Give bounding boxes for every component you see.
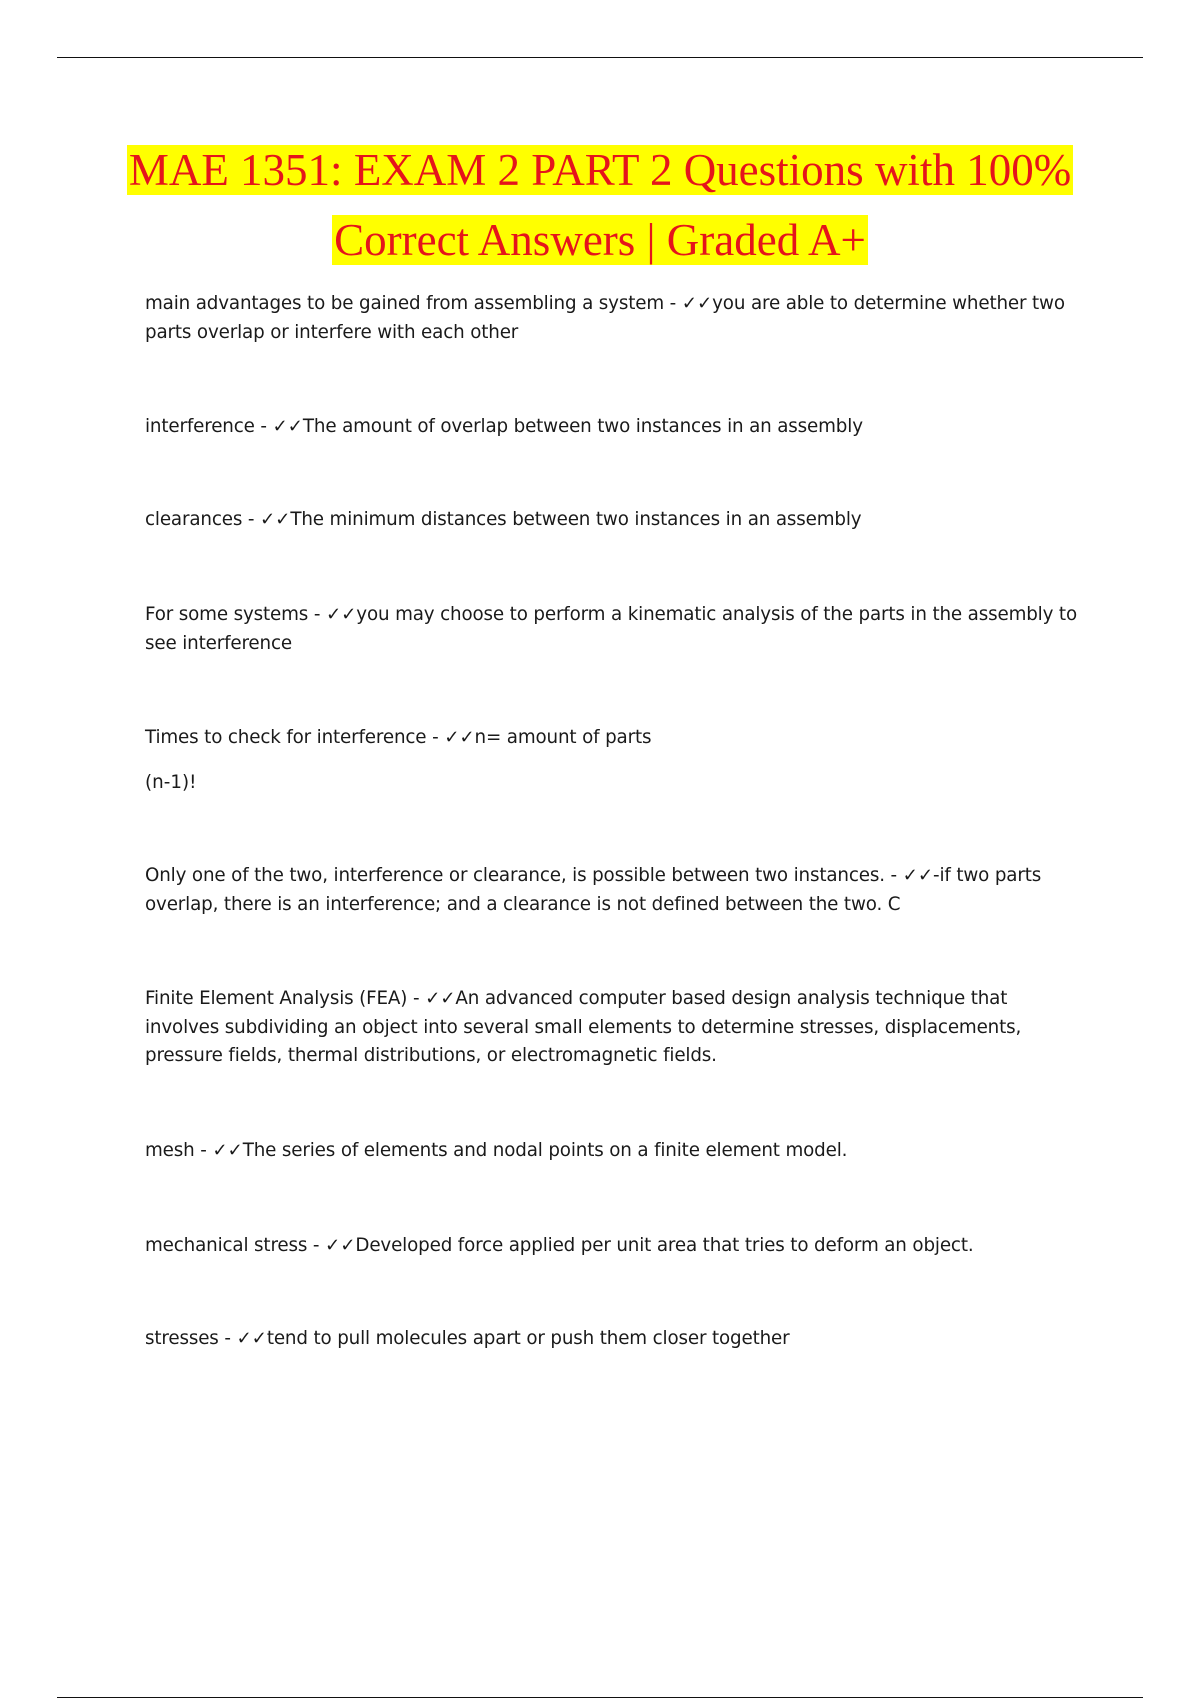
double-check-icon: ✓✓	[212, 1140, 243, 1161]
double-check-icon: ✓✓	[272, 416, 303, 437]
qa-separator: -	[242, 509, 260, 530]
qa-term: main advantages to be gained from assembling a system	[145, 293, 665, 314]
qa-item	[145, 601, 1085, 658]
qa-item	[145, 985, 1085, 1071]
double-check-icon: ✓✓	[260, 509, 291, 530]
qa-answer: Developed force applied per unit area that tries to deform an object.	[355, 1235, 974, 1256]
qa-answer: The series of elements and nodal points on a finite element model.	[242, 1140, 848, 1161]
qa-separator: -	[254, 416, 273, 437]
double-check-icon: ✓✓	[236, 1328, 267, 1349]
double-check-icon: ✓✓	[325, 604, 357, 625]
qa-extra-line: (n-1)!	[145, 772, 197, 793]
qa-item	[145, 1137, 1085, 1166]
qa-term: Finite Element Analysis (FEA)	[145, 988, 408, 1009]
double-check-icon: ✓✓	[902, 865, 933, 886]
qa-separator: -	[218, 1328, 237, 1349]
qa-item	[145, 1232, 1085, 1261]
qa-answer: -if two parts overlap, there is an interference; and a clearance is not defined between the two. C	[145, 865, 1042, 915]
qa-answer: The minimum distances between two instances in an assembly	[290, 509, 862, 530]
qa-term: Only one of the two, interference or clearance, is possible between two instances.	[145, 865, 885, 886]
top-rule	[57, 57, 1143, 58]
qa-term: Times to check for interference	[145, 727, 427, 748]
document-title	[57, 135, 1143, 275]
double-check-icon: ✓✓	[325, 1235, 356, 1256]
double-check-icon: ✓✓	[444, 727, 475, 748]
qa-term: mechanical stress	[145, 1235, 308, 1256]
qa-answer: An advanced computer based design analysis technique that involves subdividing an object into several small elements to determine stresses, displacements, pressure fields, thermal distributions, or electromagnetic fields.	[145, 988, 1022, 1066]
title-line-2: Correct Answers | Graded A+	[334, 215, 866, 265]
qa-item	[145, 862, 1085, 919]
qa-separator: -	[194, 1140, 213, 1161]
qa-separator: -	[884, 865, 903, 886]
qa-item	[145, 413, 1085, 442]
qa-answer: tend to pull molecules apart or push them closer together	[266, 1328, 790, 1349]
qa-term: interference	[145, 416, 255, 437]
bottom-rule	[57, 1697, 1143, 1698]
qa-item	[145, 1325, 1085, 1354]
double-check-icon: ✓✓	[681, 293, 713, 314]
qa-item	[145, 724, 1085, 753]
qa-separator: -	[664, 293, 682, 314]
qa-term: mesh	[145, 1140, 195, 1161]
qa-term: stresses	[145, 1328, 219, 1349]
qa-item	[145, 506, 1085, 535]
title-line-1: MAE 1351: EXAM 2 PART 2 Questions with 100%	[128, 145, 1072, 195]
qa-separator: -	[407, 988, 426, 1009]
qa-answer: n= amount of parts	[474, 727, 652, 748]
qa-term: clearances	[145, 509, 243, 530]
qa-answer: you are able to determine whether two parts overlap or interfere with each other	[145, 293, 1065, 343]
qa-item	[145, 290, 1085, 347]
qa-separator: -	[308, 604, 326, 625]
qa-separator: -	[307, 1235, 326, 1256]
qa-separator: -	[426, 727, 445, 748]
qa-answer: The amount of overlap between two instances in an assembly	[302, 416, 863, 437]
qa-answer: you may choose to perform a kinematic analysis of the parts in the assembly to see interference	[145, 604, 1077, 654]
double-check-icon: ✓✓	[425, 988, 456, 1009]
qa-term: For some systems	[145, 604, 309, 625]
